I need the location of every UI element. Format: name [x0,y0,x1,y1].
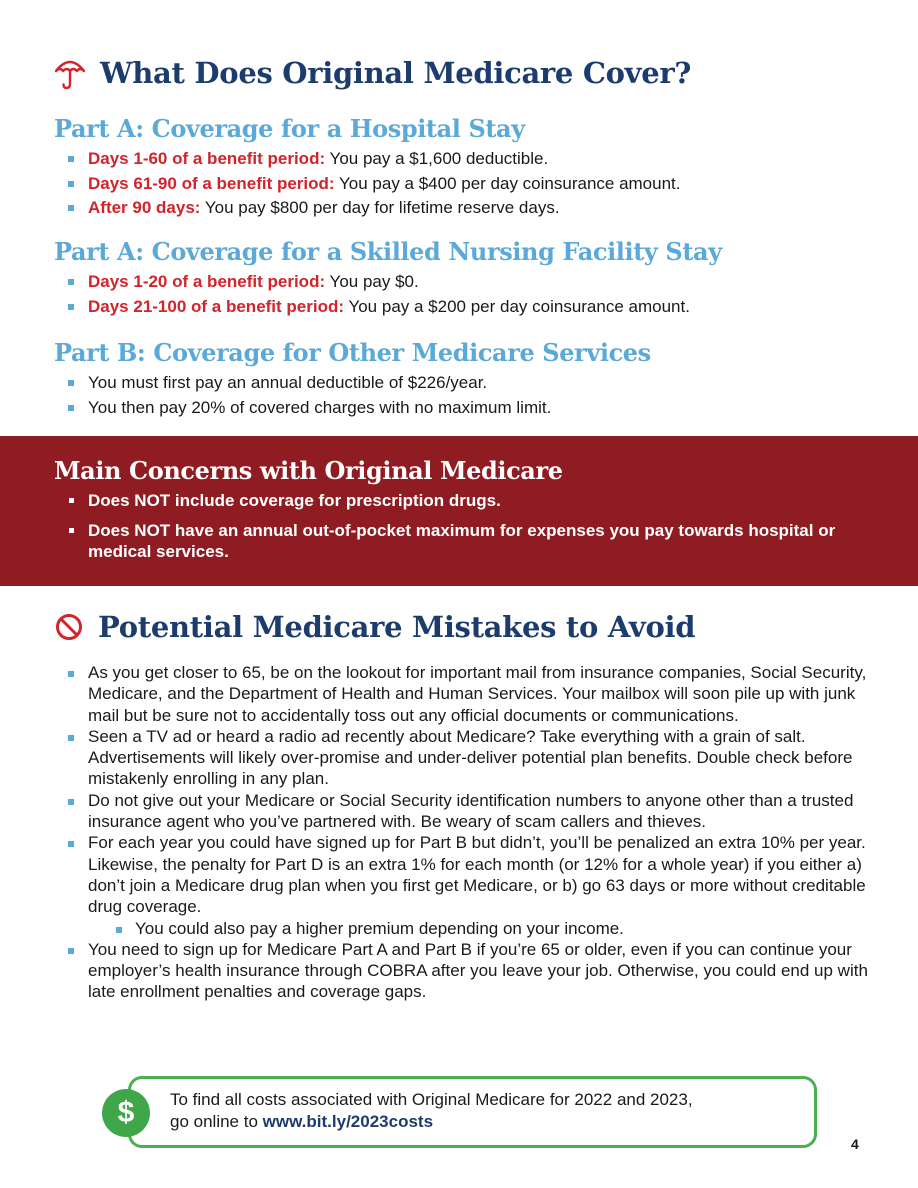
list-item-label: Days 1-20 of a benefit period: [88,272,326,291]
list-item: You must first pay an annual deductible of $226/year. [54,371,874,396]
page-number: 4 [851,1136,859,1152]
part-b-section [54,338,874,420]
list-item [54,147,874,172]
callout-line2: go online to www.bit.ly/2023costs [170,1112,434,1131]
prohibited-icon [54,612,84,642]
dollar-icon: $ [102,1089,150,1137]
list-item: Seen a TV ad or heard a radio ad recently about Medicare? Take everything with a grain of salt. Advertisements will likely over-promise and under-deliver potential plan benefits. Double check before mistakenly enrolling in any plan. [54,726,874,790]
list-item-text: You pay a $1,600 deductible. [325,149,549,168]
concern-item: Does NOT have an annual out-of-pocket maximum for expenses you pay towards hospital or medical services. [54,520,864,562]
concerns-banner [0,436,918,586]
list-item [54,196,874,221]
list-item: For each year you could have signed up for Part B but didn’t, you’ll be penalized an extra 10% per year. Likewise, the penalty for Part D is an extra 1% for each month (or 12% for a whole year) if you either a) don’t join a Medicare drug plan when you first get Medicare, or b) go 63 days or more without creditable drug coverage. [54,832,874,917]
list-item: You then pay 20% of covered charges with no maximum limit. [54,396,874,421]
callout-line1: To find all costs associated with Original Medicare for 2022 and 2023, [170,1090,693,1109]
mistakes-header [54,610,695,644]
list-item-label: Days 1-60 of a benefit period: [88,149,326,168]
part-a-snf-title: Part A: Coverage for a Skilled Nursing Facility Stay [54,237,722,266]
list-item: You need to sign up for Medicare Part A and Part B if you’re 65 or older, even if you can continue your employer’s health insurance through COBRA after you leave your job. Otherwise, you could end up with late enrollment penalties and coverage gaps. [54,939,874,1003]
mistakes-title: Potential Medicare Mistakes to Avoid [98,610,696,644]
umbrella-icon [54,56,86,90]
page-title: What Does Original Medicare Cover? [100,56,692,90]
list-item-text: You pay $0. [325,272,419,291]
list-item: Do not give out your Medicare or Social Security identification numbers to anyone other than a trusted insurance agent who you’ve partnered with. Be weary of scam callers and thieves. [54,790,874,833]
list-item-label: Days 61-90 of a benefit period: [88,173,335,193]
list-item: As you get closer to 65, be on the lookout for important mail from insurance companies, Social Security, Medicare, and the Department of Health and Human Services. Your mailbox will soon pile up with junk mail but be sure not to accidentally toss out any official documents or communications. [54,662,874,726]
list-item-label: Days 21-100 of a benefit period: [88,296,345,316]
part-b-title: Part B: Coverage for Other Medicare Services [54,338,651,367]
costs-link[interactable]: www.bit.ly/2023costs [262,1112,434,1131]
mistakes-list [54,662,874,1003]
costs-callout [128,1076,817,1148]
list-item [54,295,874,320]
list-item-text: You pay a $400 per day coinsurance amount. [334,173,681,193]
concerns-title: Main Concerns with Original Medicare [54,456,563,485]
list-subitem: You could also pay a higher premium depending on your income. [54,918,874,939]
list-item [54,270,874,295]
list-item-text: You pay $800 per day for lifetime reserve days. [200,198,560,217]
part-a-hospital-section [54,114,874,221]
concern-item: Does NOT include coverage for prescription drugs. [54,490,864,511]
page-header [54,56,691,90]
list-item [54,172,874,197]
part-a-hospital-title: Part A: Coverage for a Hospital Stay [54,114,525,143]
list-item-label: After 90 days: [88,198,201,217]
part-a-snf-section [54,237,874,319]
list-item-text: You pay a $200 per day coinsurance amount. [344,296,690,316]
